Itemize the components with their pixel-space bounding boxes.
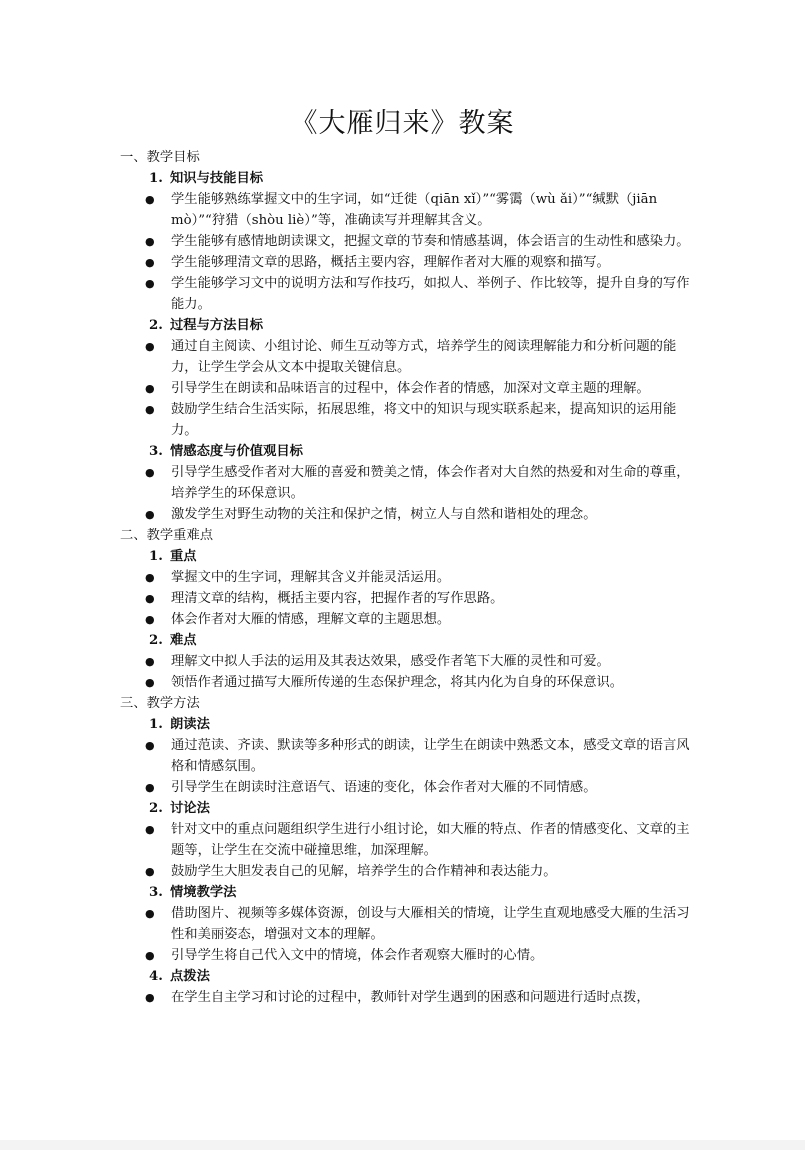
list-item-text: 体会作者对大雁的情感，理解文章的主题思想。 [171,612,451,627]
subsection-label: 情境教学法 [170,885,237,900]
subsection-label: 过程与方法目标 [170,318,264,333]
bullet-list [120,735,690,798]
subsection-heading [120,798,690,819]
bullet-icon: ● [145,571,155,584]
list-item-text: 通过自主阅读、小组讨论、师生互动等方式，培养学生的阅读理解能力和分析问题的能力，让学生学会从文本中提取关键信息。 [171,339,677,375]
subsection-heading [120,714,690,735]
list-item [120,336,690,378]
section-heading: 一、教学目标 [120,150,200,165]
bullet-icon: ● [145,403,155,416]
list-item-text: 引导学生在朗读和品味语言的过程中，体会作者的情感，加深对文章主题的理解。 [171,381,650,396]
bullet-icon: ● [145,991,155,1004]
list-item-text: 引导学生将自己代入文中的情境，体会作者观察大雁时的心情。 [171,948,544,963]
bullet-icon: ● [145,277,155,290]
bullet-icon: ● [145,382,155,395]
list-item [120,567,690,588]
subsection-label: 朗读法 [170,717,210,732]
document-title: 《大雁归来》教案 [290,108,515,139]
subsection-heading [120,441,690,462]
bullet-icon: ● [145,949,155,962]
list-item-text: 借助图片、视频等多媒体资源，创设与大雁相关的情境，让学生直观地感受大雁的生活习性和美丽姿态，增强对文本的理解。 [171,906,690,942]
subsection-heading [120,882,690,903]
bullet-list [120,462,690,525]
list-item-text: 理清文章的结构，概括主要内容，把握作者的写作思路。 [171,591,504,606]
list-item [120,672,690,693]
subsection-label: 重点 [170,549,197,564]
bullet-icon: ● [145,466,155,479]
list-item [120,504,690,525]
list-item [120,231,690,252]
bullet-icon: ● [145,613,155,626]
list-item-text: 鼓励学生大胆发表自己的见解，培养学生的合作精神和表达能力。 [171,864,557,879]
bullet-icon: ● [145,256,155,269]
list-item-text: 通过范读、齐读、默读等多种形式的朗读，让学生在朗读中熟悉文本，感受文章的语言风格和情感氛围。 [171,738,690,774]
subsection-number: 4. [149,969,163,984]
bullet-icon: ● [145,235,155,248]
list-item-text: 理解文中拟人手法的运用及其表达效果，感受作者笔下大雁的灵性和可爱。 [171,654,610,669]
list-item [120,462,690,504]
bullet-icon: ● [145,676,155,689]
bullet-list [120,336,690,441]
bullet-list [120,189,690,315]
list-item-text: 在学生自主学习和讨论的过程中，教师针对学生遇到的困惑和问题进行适时点拨， [171,990,650,1005]
subsection-label: 情感态度与价值观目标 [170,444,303,459]
bullet-icon: ● [145,193,155,206]
list-item-text: 鼓励学生结合生活实际，拓展思维，将文中的知识与现实联系起来，提高知识的运用能力。 [171,402,677,438]
bullet-icon: ● [145,781,155,794]
bullet-list [120,903,690,966]
subsection-label: 知识与技能目标 [170,171,264,186]
subsection-label: 点拨法 [170,969,210,984]
subsection-number: 3. [149,444,163,459]
list-item [120,987,690,1008]
subsection-number: 2. [149,318,163,333]
list-item [120,777,690,798]
subsection-number: 1. [149,717,163,732]
bullet-icon: ● [145,823,155,836]
bullet-icon: ● [145,655,155,668]
bullet-list [120,987,690,1008]
bullet-icon: ● [145,865,155,878]
list-item-text: 学生能够熟练掌握文中的生字词，如“迁徙（qiān xǐ）”“雾霭（wù ǎi）”“缄默（jiān mò）”“狩猎（shòu liè）”等，准确读写并理解其含义。 [171,192,658,228]
bullet-icon: ● [145,340,155,353]
bullet-list [120,567,690,630]
subsection-heading [120,630,690,651]
subsection-heading [120,168,690,189]
subsection-heading [120,315,690,336]
list-item-text: 学生能够学习文中的说明方法和写作技巧，如拟人、举例子、作比较等，提升自身的写作能力。 [171,276,690,312]
section-heading: 三、教学方法 [120,696,200,711]
bullet-icon: ● [145,739,155,752]
document-body [120,147,690,1008]
list-item [120,651,690,672]
section-heading: 二、教学重难点 [120,528,214,543]
list-item [120,609,690,630]
list-item-text: 掌握文中的生字词，理解其含义并能灵活运用。 [171,570,451,585]
subsection-number: 3. [149,885,163,900]
list-item [120,588,690,609]
subsection-number: 1. [149,171,163,186]
bullet-icon: ● [145,907,155,920]
bullet-icon: ● [145,508,155,521]
list-item [120,861,690,882]
bullet-icon: ● [145,592,155,605]
list-item [120,735,690,777]
subsection-label: 难点 [170,633,197,648]
subsection-number: 2. [149,633,163,648]
subsection-number: 1. [149,549,163,564]
list-item-text: 领悟作者通过描写大雁所传递的生态保护理念，将其内化为自身的环保意识。 [171,675,624,690]
list-item-text: 引导学生感受作者对大雁的喜爱和赞美之情，体会作者对大自然的热爱和对生命的尊重，培养学生的环保意识。 [171,465,690,501]
list-item-text: 引导学生在朗读时注意语气、语速的变化，体会作者对大雁的不同情感。 [171,780,597,795]
list-item [120,819,690,861]
list-item [120,903,690,945]
subsection-heading [120,546,690,567]
list-item-text: 激发学生对野生动物的关注和保护之情，树立人与自然和谐相处的理念。 [171,507,597,522]
list-item [120,399,690,441]
list-item [120,945,690,966]
list-item [120,189,690,231]
list-item [120,252,690,273]
list-item [120,378,690,399]
bullet-list [120,651,690,693]
subsection-heading [120,966,690,987]
bullet-list [120,819,690,882]
list-item-text: 学生能够有感情地朗读课文，把握文章的节奏和情感基调，体会语言的生动性和感染力。 [171,234,690,249]
subsection-number: 2. [149,801,163,816]
list-item-text: 学生能够理清文章的思路，概括主要内容，理解作者对大雁的观察和描写。 [171,255,610,270]
list-item [120,273,690,315]
list-item-text: 针对文中的重点问题组织学生进行小组讨论，如大雁的特点、作者的情感变化、文章的主题等，让学生在交流中碰撞思维，加深理解。 [171,822,690,858]
subsection-label: 讨论法 [170,801,210,816]
